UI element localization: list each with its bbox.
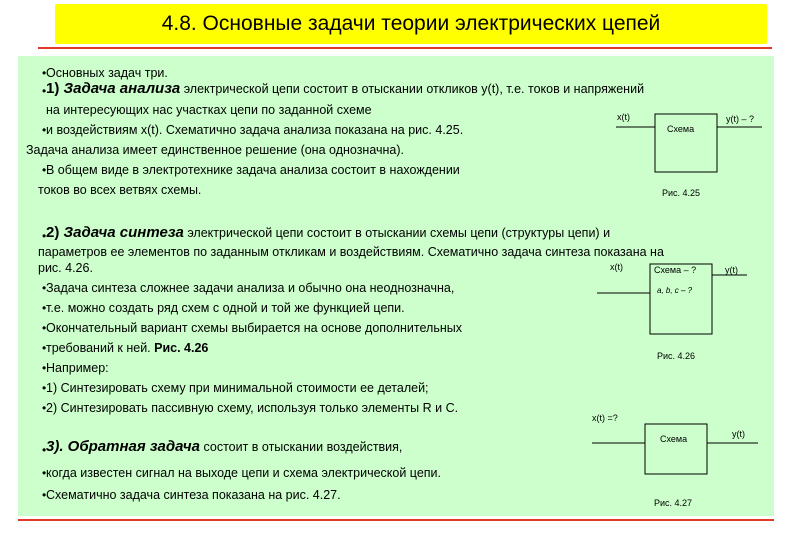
synthesis-text: электрической цепи состоит в отыскании схемы цепи (структуры цепи) и [183, 226, 611, 240]
bullet: • [42, 281, 47, 295]
bullet: • [42, 488, 47, 502]
bullet: • [42, 361, 47, 375]
page-title: 4.8. Основные задачи теории электрических цепей [161, 12, 661, 35]
analysis-heading-line [46, 82, 644, 96]
synthesis-text-7: требований к ней. [46, 341, 155, 355]
synthesis-line-8: Например: [46, 361, 109, 375]
params-label: a, b, c – ? [657, 286, 693, 295]
bullet: • [42, 301, 47, 315]
schema-box [655, 114, 717, 172]
synthesis-heading-line [46, 226, 610, 240]
box-label: Схема [660, 434, 688, 444]
input-label: x(t) =? [592, 413, 618, 423]
output-label: y(t) – ? [726, 114, 755, 124]
figure-4-25-diagram [612, 108, 772, 203]
bullet: • [42, 123, 47, 137]
inverse-line-3: Схематично задача синтеза показана на рис. 4.27. [46, 488, 341, 502]
bullet: • [42, 321, 47, 335]
synthesis-line-4: Задача синтеза сложнее задачи анализа и обычно она неоднозначна, [46, 281, 455, 295]
bullet: • [42, 466, 47, 480]
synthesis-heading: Задача синтеза [63, 224, 184, 241]
output-label: y(t) [725, 265, 738, 275]
figure-ref: Рис. 4.26 [154, 341, 209, 355]
box-label: Схема [667, 124, 695, 134]
analysis-line-6: токов во всех ветвях схемы. [38, 183, 202, 197]
intro-line: Основных задач три. [46, 66, 168, 80]
bullet: • [42, 401, 47, 415]
bullet: • [42, 163, 47, 177]
synthesis-line-2: параметров ее элементов по заданным откликам и воздействиям. Схематично задача синтеза показана на [38, 245, 664, 259]
inverse-heading-line [46, 440, 402, 454]
output-label: y(t) [732, 429, 745, 439]
synthesis-line-3: рис. 4.26. [38, 261, 93, 275]
title-banner [55, 4, 767, 44]
caption: Рис. 4.25 [662, 188, 701, 198]
bullet: • [42, 443, 47, 457]
figure-4-27 [590, 408, 760, 513]
analysis-number: 1) [46, 80, 64, 97]
analysis-heading: Задача анализа [63, 80, 181, 97]
top-divider [38, 47, 772, 49]
bullet: • [42, 229, 47, 243]
bottom-divider [18, 519, 774, 521]
figure-4-27-diagram [590, 408, 760, 513]
analysis-line-3: и воздействиям x(t). Схематично задача анализа показана на рис. 4.25. [46, 123, 464, 137]
schema-box [645, 424, 707, 474]
box-label: Схема – ? [654, 265, 697, 275]
figure-4-25 [612, 108, 772, 203]
input-label: x(t) [610, 262, 623, 272]
caption: Рис. 4.26 [657, 351, 696, 361]
bullet: • [42, 381, 47, 395]
analysis-line-4: Задача анализа имеет единственное решение (она однозначна). [26, 143, 405, 157]
analysis-text: электрической цепи состоит в отыскании откликов y(t), т.е. токов и напряжений [180, 82, 645, 96]
analysis-line-2: на интересующих нас участках цепи по заданной схеме [46, 103, 372, 117]
synthesis-number: 2) [46, 224, 64, 241]
bullet: • [42, 66, 47, 80]
caption: Рис. 4.27 [654, 498, 693, 508]
figure-4-26-diagram [595, 260, 760, 365]
synthesis-line-7 [46, 341, 208, 355]
synthesis-line-9: 1) Синтезировать схему при минимальной стоимости ее деталей; [46, 381, 429, 395]
bullet: • [42, 341, 47, 355]
analysis-line-5: В общем виде в электротехнике задача анализа состоит в нахождении [46, 163, 460, 177]
synthesis-line-10: 2) Синтезировать пассивную схему, используя только элементы R и C. [46, 401, 459, 415]
inverse-heading: 3). Обратная задача [46, 438, 200, 455]
bullet: • [42, 84, 47, 98]
inverse-text: состоит в отыскании воздействия, [200, 440, 403, 454]
inverse-line-2: когда известен сигнал на выходе цепи и схема электрической цепи. [46, 466, 442, 480]
synthesis-line-6: Окончательный вариант схемы выбирается на основе дополнительных [46, 321, 462, 335]
figure-4-26 [595, 260, 760, 365]
synthesis-line-5: т.е. можно создать ряд схем с одной и той же функцией цепи. [46, 301, 405, 315]
input-label: x(t) [617, 112, 630, 122]
